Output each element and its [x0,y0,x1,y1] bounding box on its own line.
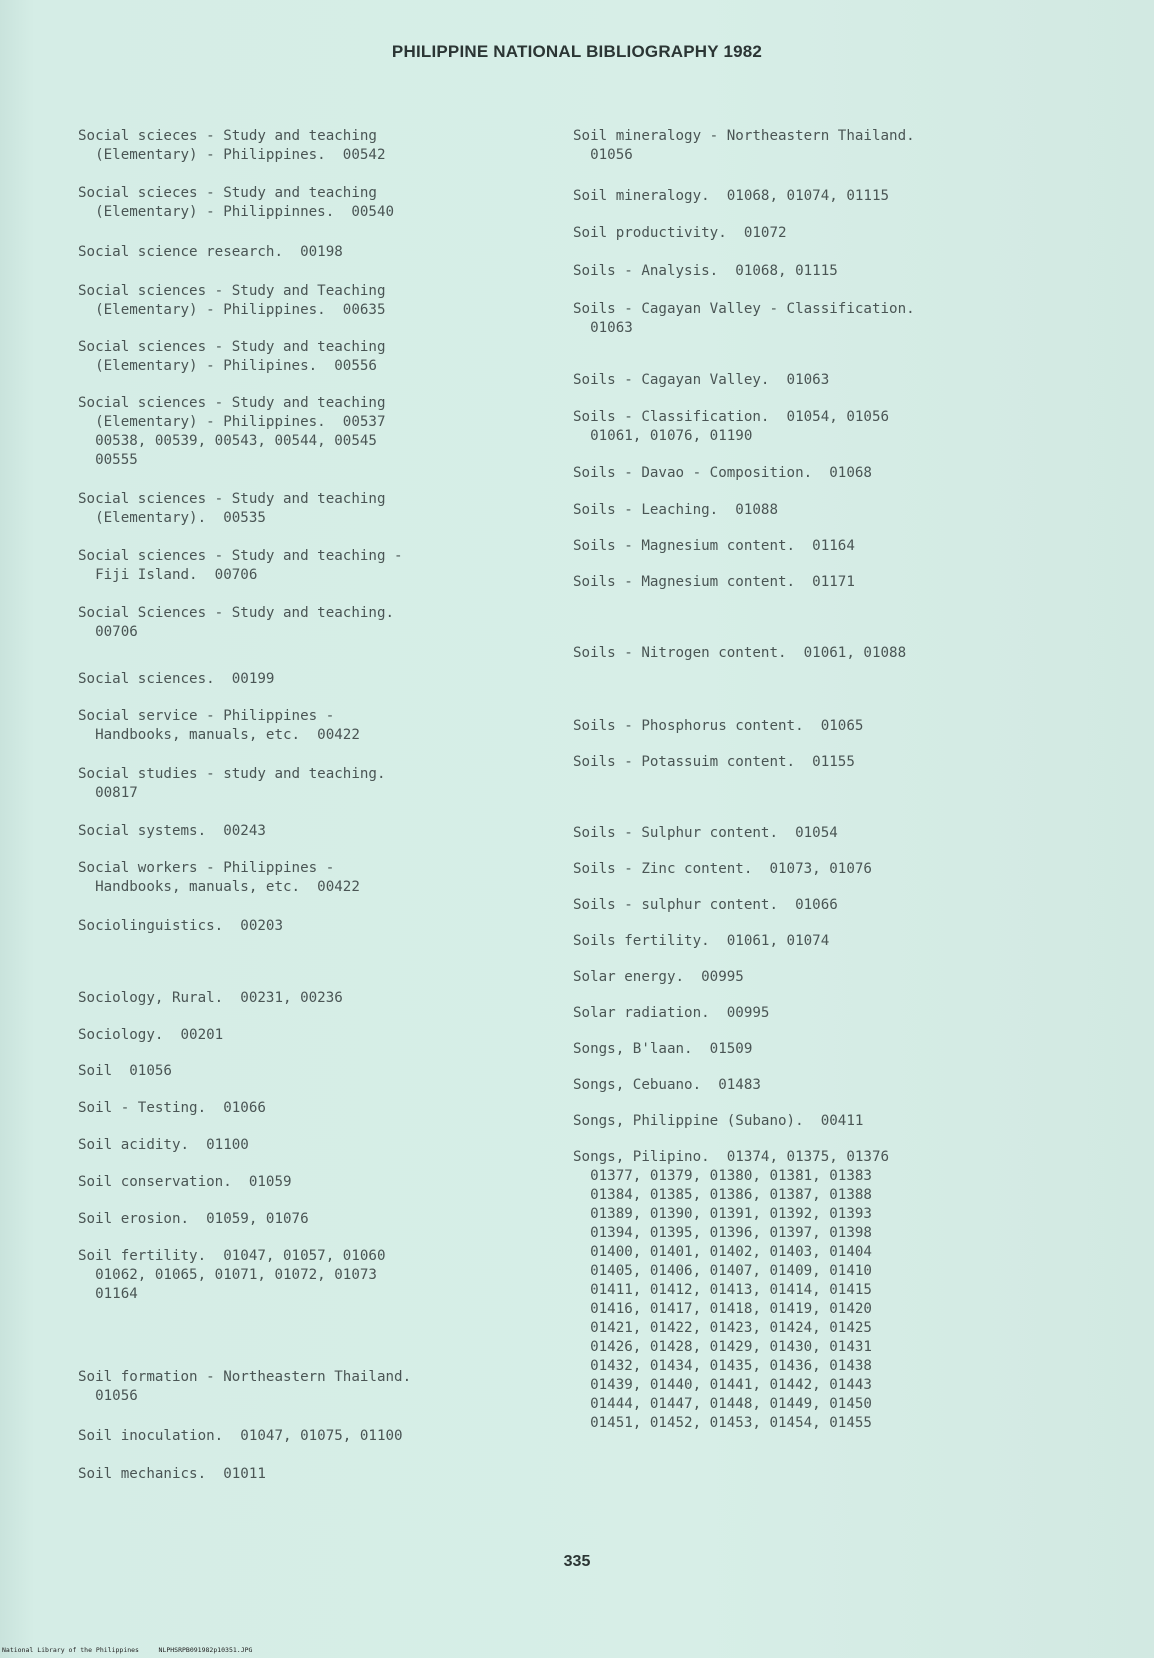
index-entry: Sociology. 00201 [78,1027,224,1043]
index-entry: Soils - Nitrogen content. 01061, 01088 [573,645,907,661]
index-entry: Soil erosion. 01059, 01076 [78,1211,309,1227]
index-entry: Soil fertility. 01047, 01057, 01060 01062, 01065, 01071, 01072, 01073 01164 [78,1248,386,1302]
index-entry: Songs, Cebuano. 01483 [573,1077,761,1093]
index-entry: Social scieces - Study and teaching (Elementary) - Philippinnes. 00540 [78,185,395,220]
page-number: 335 [563,1553,591,1570]
index-entry: Soils - sulphur content. 01066 [573,897,838,913]
index-entry: Soils - Zinc content. 01073, 01076 [573,861,872,877]
scan-credit: National Library of the Philippines NLPHSRPB091982p10351.JPG [2,1646,253,1654]
index-entry: Social systems. 00243 [78,823,266,839]
index-entry: Social sciences - Study and teaching (Elementary). 00535 [78,491,386,526]
index-entry: Songs, Philippine (Subano). 00411 [573,1113,864,1129]
index-entry: Social scieces - Study and teaching (Elementary) - Philippines. 00542 [78,128,386,163]
index-entry: Social Sciences - Study and teaching. 00706 [78,605,395,640]
index-entry: Soil productivity. 01072 [573,225,787,241]
index-entry: Soils - Cagayan Valley - Classification. 01063 [573,301,915,336]
page-title: PHILIPPINE NATIONAL BIBLIOGRAPHY 1982 [391,42,763,61]
index-entry: Soil conservation. 01059 [78,1174,292,1190]
index-entry: Soils - Sulphur content. 01054 [573,825,838,841]
index-entry: Solar energy. 00995 [573,969,744,985]
index-entry: Soil - Testing. 01066 [78,1100,266,1116]
index-entry: Solar radiation. 00995 [573,1005,770,1021]
index-entry: Soils - Cagayan Valley. 01063 [573,372,830,388]
index-entry: Social science research. 00198 [78,244,343,260]
index-entry: Social service - Philippines - Handbooks, manuals, etc. 00422 [78,708,360,743]
index-entry: Soils - Magnesium content. 01171 [573,574,855,590]
index-entry: Social sciences - Study and Teaching (Elementary) - Philippines. 00635 [78,283,386,318]
index-entry: Social sciences - Study and teaching (Elementary) - Philippines. 00537 00538, 00539, 00543, 00544, 00545 00555 [78,395,386,468]
index-entry: Songs, Pilipino. 01374, 01375, 01376 01377, 01379, 01380, 01381, 01383 01384, 01385, 01386, 01387, 01388 01389, 01390, 01391, 01392, 01393 01394, 01395, 01396, 01397, 01398 01400, 01401, 01402, 01403, 01404 01405, 01406, 01407, 01409, 01410 01411, 01412, 01413, 01414, 01415 01416, 01417, 01418, 01419, 01420 01421, 01422, 01423, 01424, 01425 01426, 01428, 01429, 01430, 01431 01432, 01434, 01435, 01436, 01438 01439, 01440, 01441, 01442, 01443 01444, 01447, 01448, 01449, 01450 01451, 01452, 01453, 01454, 01455 [573,1149,890,1431]
index-entry: Social sciences. 00199 [78,671,275,687]
index-entry: Songs, B'laan. 01509 [573,1041,753,1057]
index-entry: Soils - Analysis. 01068, 01115 [573,263,838,279]
index-entry: Soil acidity. 01100 [78,1137,249,1153]
index-entry: Social sciences - Study and teaching - Fiji Island. 00706 [78,548,403,583]
index-entry: Soils - Classification. 01054, 01056 01061, 01076, 01190 [573,409,890,444]
index-entry: Soils - Leaching. 01088 [573,502,778,518]
index-entry: Soil 01056 [78,1063,172,1079]
index-entry: Soils - Phosphorus content. 01065 [573,718,864,734]
index-entry: Social sciences - Study and teaching (Elementary) - Philipines. 00556 [78,339,386,374]
index-entry: Soil mineralogy. 01068, 01074, 01115 [573,188,890,204]
index-entry: Social workers - Philippines - Handbooks, manuals, etc. 00422 [78,860,360,895]
index-entry: Soils - Magnesium content. 01164 [573,538,855,554]
index-entry: Soil mechanics. 01011 [78,1466,266,1482]
index-entry: Sociolinguistics. 00203 [78,918,283,934]
index-entry: Social studies - study and teaching. 00817 [78,766,386,801]
index-entry: Soils - Potassuim content. 01155 [573,754,855,770]
index-entry: Soil formation - Northeastern Thailand. 01056 [78,1369,412,1404]
index-entry: Soils - Davao - Composition. 01068 [573,465,872,481]
index-entry: Soils fertility. 01061, 01074 [573,933,830,949]
index-entry: Soil mineralogy - Northeastern Thailand. 01056 [573,128,915,163]
index-entry: Sociology, Rural. 00231, 00236 [78,990,343,1006]
index-entry: Soil inoculation. 01047, 01075, 01100 [78,1428,403,1444]
